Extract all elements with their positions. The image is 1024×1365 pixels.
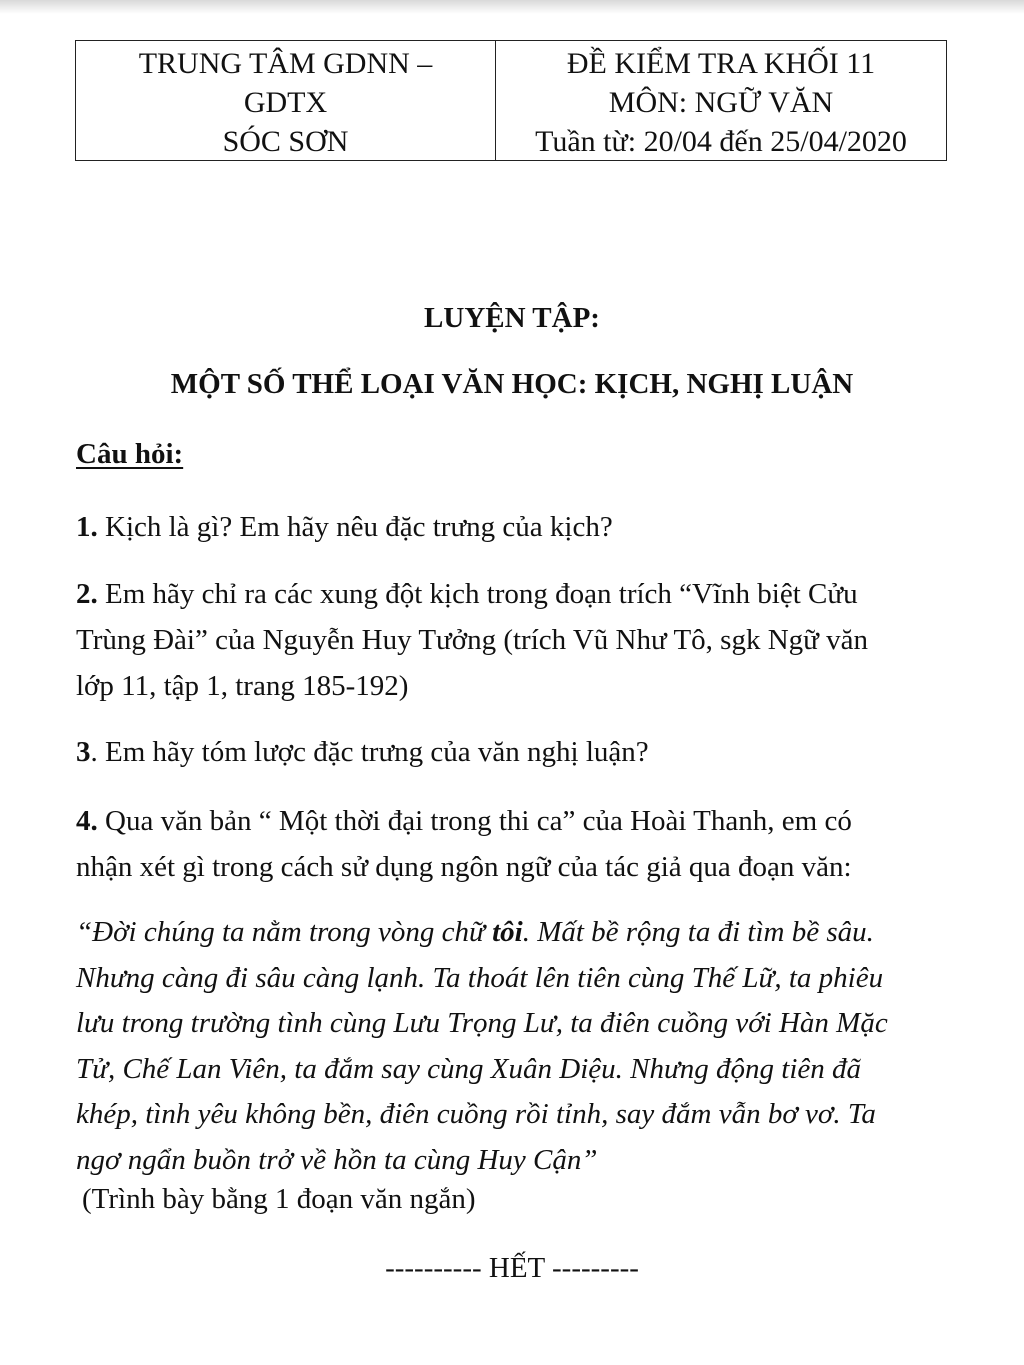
question-line: [76, 798, 966, 844]
question-text: . Em hãy tóm lược đặc trưng của văn nghị luận?: [90, 736, 649, 768]
question-number: 4.: [76, 805, 98, 837]
quote-emphasis: tôi: [492, 916, 523, 948]
quoted-passage: [76, 910, 966, 1184]
questions-heading: Câu hỏi:: [76, 438, 184, 470]
school-name-line: TRUNG TÂM GDNN –: [138, 47, 433, 80]
exam-week: Tuần từ: 20/04 đến 25/04/2020: [535, 125, 907, 158]
exam-subject: MÔN: NGỮ VĂN: [608, 86, 834, 119]
question-text: Em hãy chỉ ra các xung đột kịch trong đoạn trích “Vĩnh biệt Cửu: [105, 578, 858, 610]
quote-line: Tử, Chế Lan Viên, ta đắm say cùng Xuân Diệu. Nhưng động tiên đã: [76, 1052, 862, 1085]
question-line: nhận xét gì trong cách sử dụng ngôn ngữ của tác giả qua đoạn văn:: [76, 851, 852, 883]
question-number: 3: [76, 736, 91, 768]
quote-line: [76, 910, 966, 956]
page-subtitle: MỘT SỐ THỂ LOẠI VĂN HỌC: KỊCH, NGHỊ LUẬN: [170, 368, 854, 400]
header-exam-cell: [496, 41, 946, 160]
page-title: LUYỆN TẬP:: [424, 302, 600, 334]
end-marker: ---------- HẾT ---------: [385, 1252, 639, 1284]
question-text: Qua văn bản “ Một thời đại trong thi ca” của Hoài Thanh, em có: [105, 805, 852, 837]
question-line: lớp 11, tập 1, trang 185-192): [76, 670, 409, 702]
header-school-cell: [76, 41, 496, 160]
question-3: [76, 729, 966, 775]
quote-line: Nhưng càng đi sâu càng lạnh. Ta thoát lên tiên cùng Thế Lữ, ta phiêu: [76, 961, 884, 994]
question-number: 2.: [76, 578, 98, 610]
question-number: 1.: [76, 511, 98, 543]
viewer-top-shadow: [0, 0, 1024, 14]
school-name-line: GDTX: [243, 86, 328, 119]
quote-line: khép, tình yêu không bền, điên cuồng rồi tỉnh, say đắm vẫn bơ vơ. Ta: [76, 1098, 876, 1131]
question-1: [76, 504, 966, 550]
quote-line: lưu trong trường tình cùng Lưu Trọng Lư, ta điên cuồng với Hàn Mặc: [76, 1007, 888, 1040]
question-text: Kịch là gì? Em hãy nêu đặc trưng của kịch?: [105, 511, 613, 543]
answer-instruction: (Trình bày bằng 1 đoạn văn ngắn): [82, 1183, 476, 1215]
header-table: [75, 40, 947, 161]
question-2: [76, 571, 966, 709]
school-name-line: SÓC SƠN: [222, 125, 349, 158]
question-4: [76, 798, 966, 890]
question-line: Trùng Đài” của Nguyễn Huy Tưởng (trích Vũ Như Tô, sgk Ngữ văn: [76, 624, 868, 656]
quote-text: “Đời chúng ta nằm trong vòng chữ: [76, 916, 493, 948]
exam-title: ĐỀ KIỂM TRA KHỐI 11: [566, 47, 876, 80]
question-line: [76, 571, 966, 617]
quote-text: . Mất bề rộng ta đi tìm bề sâu.: [522, 916, 874, 948]
quote-line: ngơ ngẩn buồn trở về hồn ta cùng Huy Cận”: [76, 1143, 598, 1176]
